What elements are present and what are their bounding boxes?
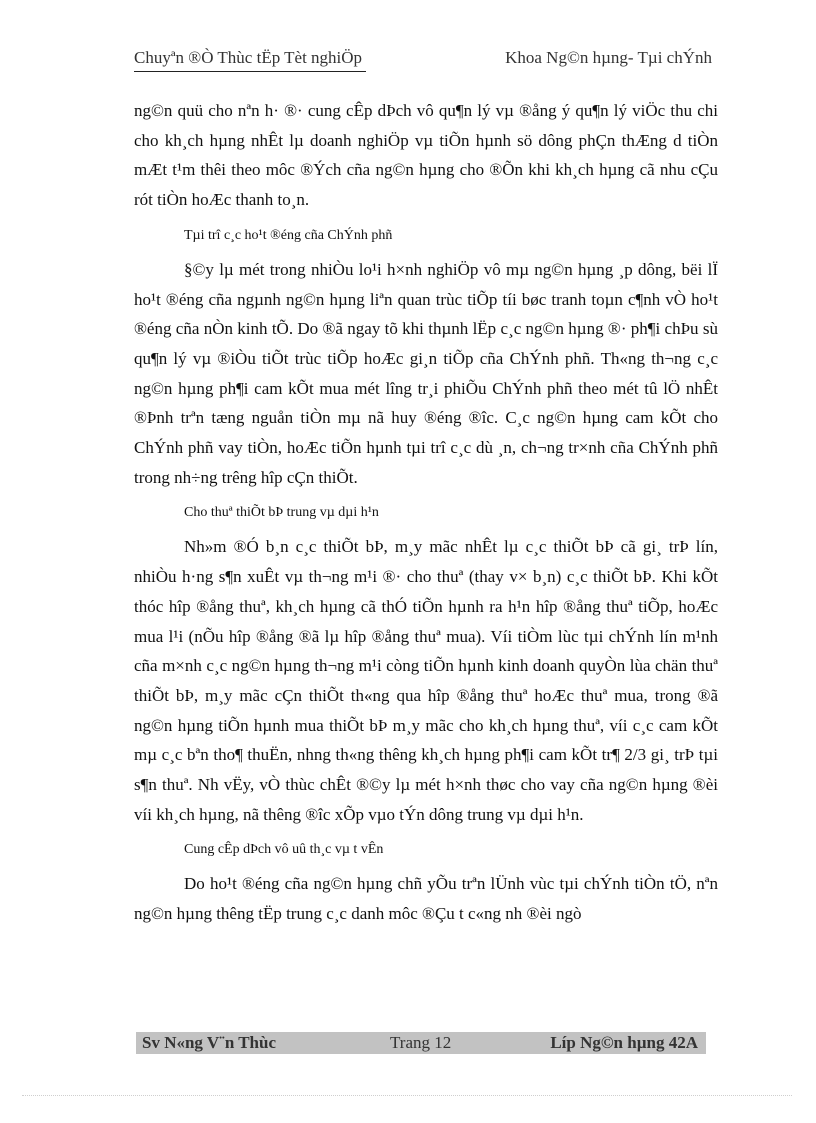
header-faculty: Khoa Ng©n hµng- Tµi chÝnh xyxy=(505,48,712,67)
section-subheading: Cho thuª thiÕt bÞ trung vµ dµi h¹n xyxy=(184,505,379,521)
body-paragraph: ng©n quü cho nªn h· ®· cung cÊp dÞch vô qu¶n lý vµ ®ång ý qu¶n lý viÖc thu chi cho kh¸ch hµng nhÊt lµ doanh nghiÖp vµ tiÕn hµnh sö dông phÇn thÆng d tiÒn mÆt t¹m thêi theo môc ®Ých cña ng©n hµng cho ®Õn khi kh¸ch hµng cã nhu cÇu rót tiÒn hoÆc thanh to¸n. xyxy=(134,101,718,210)
header-report-title: Chuyªn ®Ò Thùc tËp Tèt nghiÖp xyxy=(134,48,366,72)
body-paragraph: Nh»m ®Ó b¸n c¸c thiÕt bÞ, m¸y mãc nhÊt lµ c¸c thiÕt bÞ cã gi¸ trÞ lín, nhiÒu h·ng s¶n xuÊt vµ th¬ng m¹i ®· cho thuª (thay v× b¸n) c¸c thiÕt bÞ. Khi kÕt thóc hîp ®ång thuª, kh¸ch hµng cã thÓ tiÕn hµnh ra h¹n hîp ®ång thuª tiÕp, hoÆc mua l¹i (nÕu hîp ®ång ®ã lµ hîp ®ång thuª mua). Víi tiÒm lùc tµi chÝnh lín m¹nh cña m×nh c¸c ng©n hµng th¬ng m¹i còng tiÕn hµnh kinh doanh quyÒn lùa chän thuª thiÕt bÞ, m¸y mãc cÇn thiÕt th«ng qua hîp ®ång thuª hoÆc thuª mua, trong ®ã ng©n hµng tiÕn hµnh mua thiÕt bÞ m¸y mãc cho kh¸ch hµng thuª, víi c¸c cam kÕt mµ c¸c bªn tho¶ thuËn, nhng th«ng thêng kh¸ch hµng ph¶i cam kÕt tr¶ 2/3 gi¸ trÞ tµi s¶n thuª. Nh vËy, vÒ thùc chÊt ®©y lµ mét h×nh thøc cho vay cña ng©n hµng ®èi víi kh¸ch hµng, nã thêng ®îc xÕp vµo tÝn dông trung vµ dµi h¹n. xyxy=(134,537,718,824)
page-footer xyxy=(136,1032,706,1054)
document-body xyxy=(134,96,718,929)
section-subheading: Cung cÊp dÞch vô uû th¸c vµ t vÊn xyxy=(184,842,384,858)
footer-student-name: Sv N«ng V¨n Thùc xyxy=(142,1033,277,1052)
page-header xyxy=(134,48,712,74)
footer-page-number: Trang 12 xyxy=(390,1033,452,1052)
section-subheading: Tµi trî c¸c ho¹t ®éng cña ChÝnh phñ xyxy=(184,227,393,243)
footer-class-name: Líp Ng©n hµng 42A xyxy=(550,1033,698,1052)
body-paragraph: Do ho¹t ®éng cña ng©n hµng chñ yÕu trªn lÜnh vùc tµi chÝnh tiÒn tÖ, nªn ng©n hµng thêng tËp trung c¸c danh môc ®Çu t c«ng nh ®èi ngò xyxy=(134,874,718,924)
page-bottom-divider xyxy=(22,1095,792,1096)
body-paragraph: §©y lµ mét trong nhiÒu lo¹i h×nh nghiÖp vô mµ ng©n hµng ¸p dông, bëi lÏ ho¹t ®éng cña ngµnh ng©n hµng liªn quan trùc tiÕp tíi bøc tranh toµn c¶nh vÒ ho¹t ®éng cña nÒn kinh tÕ. Do ®ã ngay tõ khi thµnh lËp c¸c ng©n hµng ®· ph¶i chÞu sù qu¶n lý vµ ®iÒu tiÕt trùc tiÕp hoÆc gi¸n tiÕp cña ChÝnh phñ. Th«ng th¬ng c¸c ng©n hµng ph¶i cam kÕt mua mét lîng tr¸i phiÕu ChÝnh phñ theo mét tû lÖ nhÊt ®Þnh trªn tæng nguån tiÒn mµ nã huy ®éng ®îc. C¸c ng©n hµng cam kÕt cho ChÝnh phñ vay tiÒn, hoÆc tiÕn hµnh tµi trî c¸c dù ¸n, ch¬ng tr×nh cña ChÝnh phñ trong nh÷ng trêng hîp cÇn thiÕt. xyxy=(134,259,718,487)
